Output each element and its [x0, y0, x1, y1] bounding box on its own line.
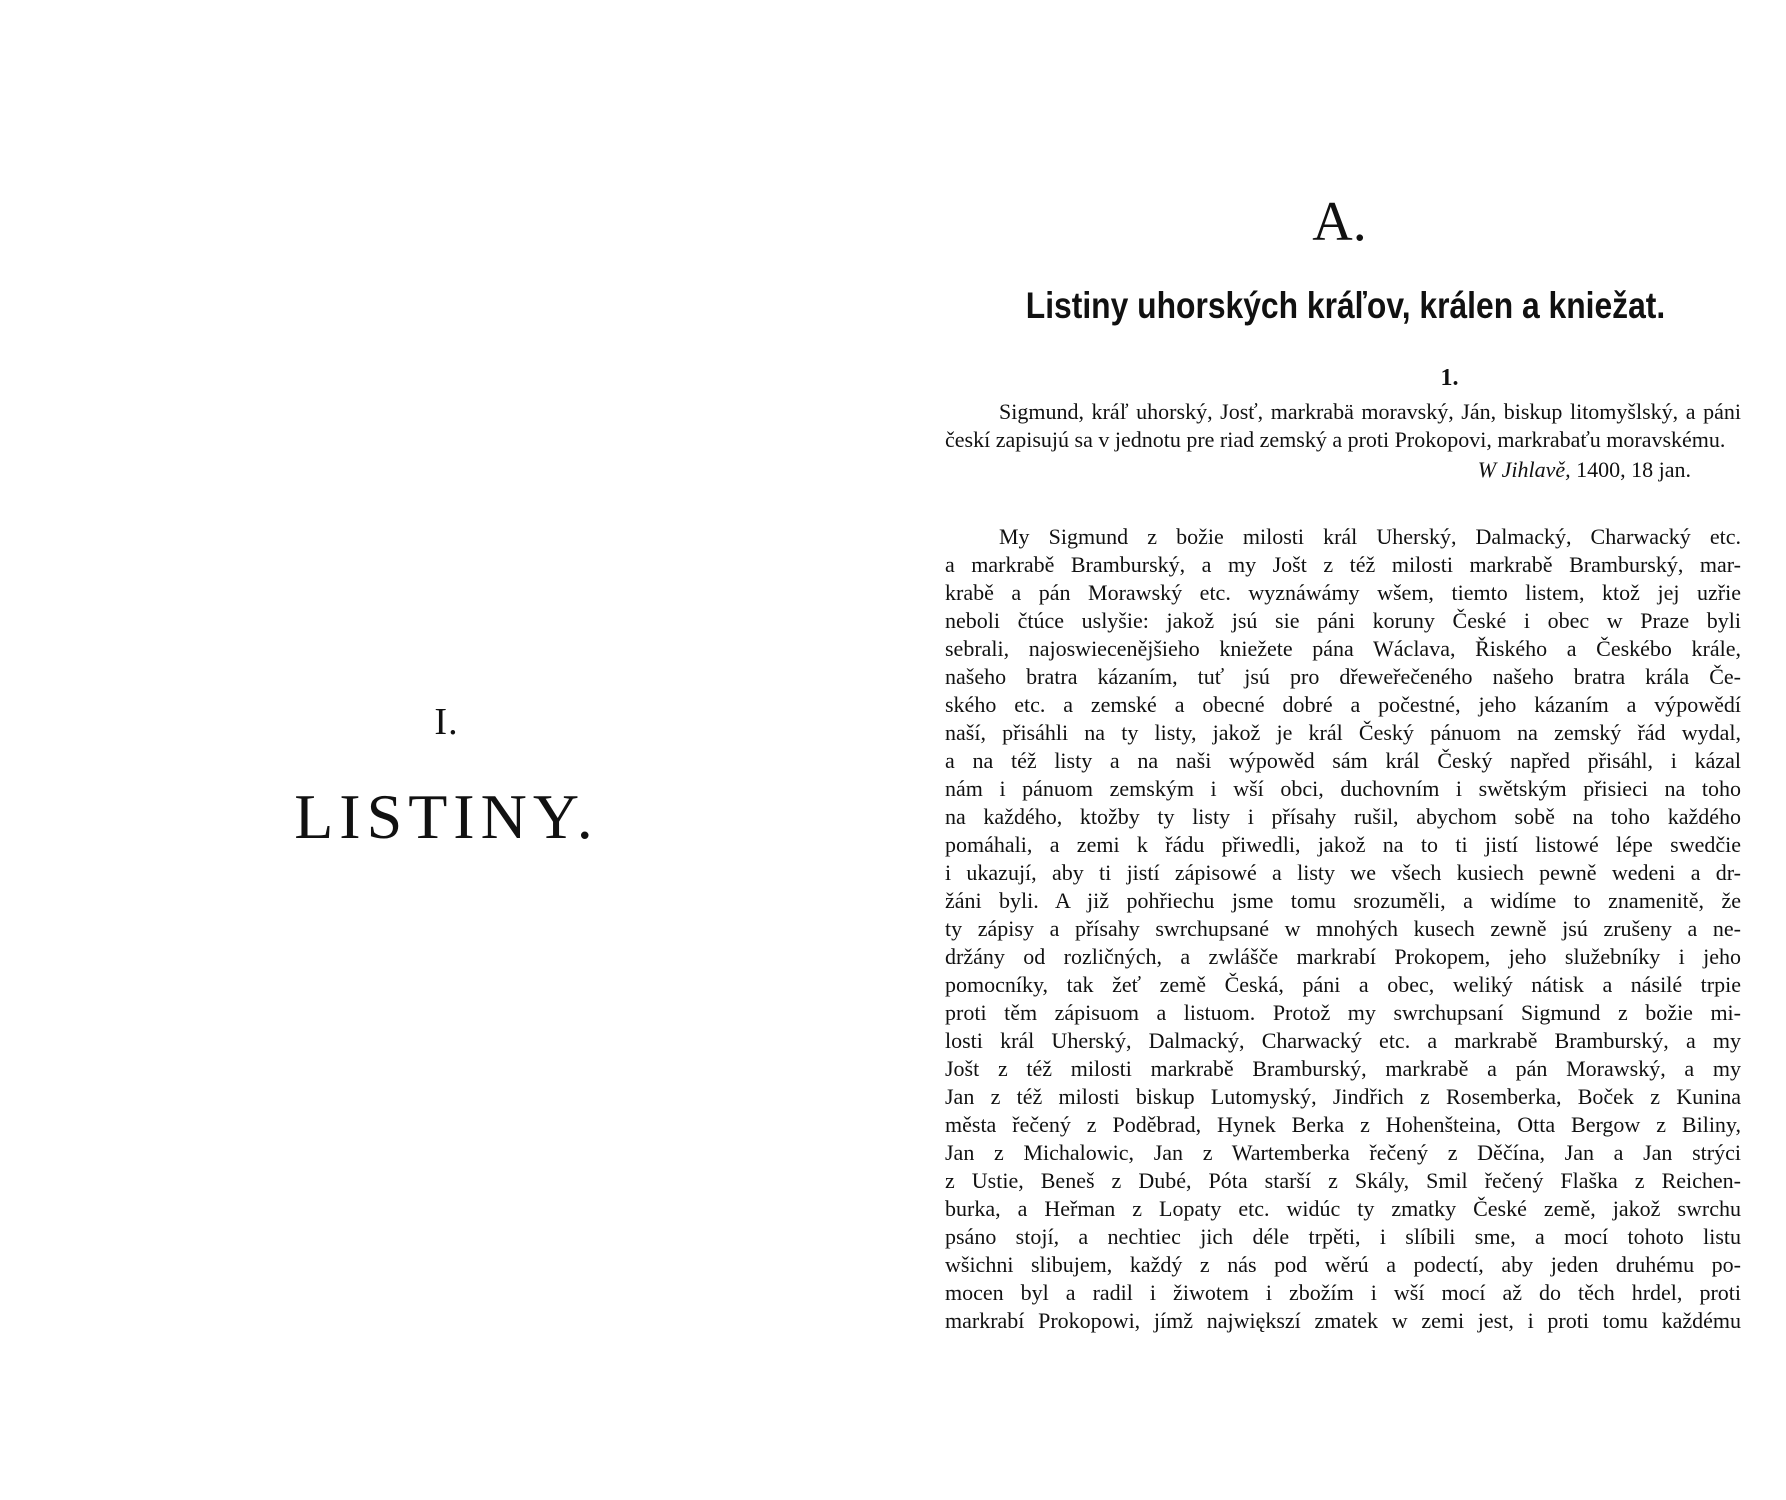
place: W Jihlavě, — [1477, 457, 1571, 482]
body-line: proti těm zápisuom a listuom. Protož my swrchupsaní Sigmund z božie mi- — [945, 1000, 1741, 1025]
body-line: krabě a pán Morawský etc. wyznáwámy wšem, tiemto listem, ktož jej uzřie — [945, 580, 1741, 605]
body-line: města řečený z Poděbrad, Hynek Berka z Hohenšteina, Otta Bergow z Biliny, — [945, 1112, 1741, 1137]
part-title: LISTINY. — [294, 781, 599, 852]
document-number: 1. — [1440, 365, 1459, 391]
right-page — [893, 0, 1786, 1500]
body-line: našeho bratra kázaním, tuť jsú pro dřeweřečeného našeho bratra krála Če- — [945, 664, 1741, 689]
body-line: Jan z Michalowic, Jan z Wartemberka řečený z Děčína, Jan a Jan strýci — [945, 1140, 1741, 1165]
section-title: Listiny uhorských kráľov, králen a kniežat. — [1025, 285, 1666, 326]
body-line: pomocníky, tak žeť země Česká, páni a obec, weliký nátisk a násilé trpie — [945, 972, 1741, 997]
body-line: ského etc. a zemské a obecné dobré a počestné, jeho kázaním a výpowědí — [945, 692, 1741, 717]
body-line: markrabí Prokopowi, jímž największí zmatek w zemi jest, i proti tomu každému — [945, 1308, 1741, 1333]
body-line: naší, přisáhli na ty listy, jakož je král Český pánuom na zemský řád wydal, — [945, 720, 1741, 745]
body-line: na každého, ktožby ty listy i přísahy rušil, abychom sobě na toho každého — [945, 804, 1741, 829]
body-line: mocen byl a radil i žiwotem i zbožím i wší mocí až do těch hrdel, proti — [945, 1280, 1741, 1305]
section-letter: A. — [1312, 191, 1367, 253]
body-line: wšichni slibujem, každý z nás pod wěrú a podectí, aby jeden druhému po- — [945, 1252, 1741, 1277]
regest — [945, 398, 1741, 484]
document-body — [945, 523, 1741, 1335]
body-line: nám i pánuom zemským i wší obci, duchovním i swětským přisieci na toho — [945, 776, 1741, 801]
body-line: burka, a Heřman z Lopaty etc. widúc ty zmatky České země, jakož swrchu — [945, 1196, 1741, 1221]
part-numeral: I. — [434, 701, 459, 743]
body-line: i ukazují, aby ti jistí zápisowé a listy we všech kusiech pewně wedeni a dr- — [945, 860, 1741, 885]
body-line: z Ustie, Beneš z Dubé, Póta starší z Skály, Smil řečený Flaška z Reichen- — [945, 1168, 1741, 1193]
body-line: a na též listy a na naši wýpowěd sám král Český napřed přisáhl, i kázal — [945, 748, 1741, 773]
regest-text: Sigmund, kráľ uhorský, Josť, markrabä moravský, Ján, biskup litomyšlský, a páni českí zapisujú sa v jednotu pre riad zemský a proti Prokopovi, markrabaťu moravskému. — [945, 399, 1741, 452]
body-line: a markrabě Bramburský, a my Jošt z též milosti markrabě Bramburský, mar- — [945, 552, 1741, 577]
body-line: My Sigmund z božie milosti král Uherský, Dalmacký, Charwacký etc. — [999, 524, 1741, 549]
body-line: Jan z též milosti biskup Lutomyský, Jindřich z Rosemberka, Boček z Kunina — [945, 1084, 1741, 1109]
body-line: pomáhali, a zemi k řádu přiwedli, jakož na to ti jistí listowé lépe swedčie — [945, 832, 1741, 857]
date: 1400, 18 jan. — [1576, 457, 1691, 482]
body-line: sebrali, najoswiecenějšieho kniežete pána Wáclava, Řiského a Českébo krále, — [945, 636, 1741, 661]
body-line: ty zápisy a přísahy swrchupsané w mnohých kusech zewně jsú zrušeny a ne- — [945, 916, 1741, 941]
place-date — [945, 456, 1741, 484]
body-line: neboli čtúce uslyšie: jakož jsú sie páni koruny České i obec w Praze byli — [945, 608, 1741, 633]
body-line: držány od rozličných, a zwlášče markrabí Prokopem, jeho služebníky i jeho — [945, 944, 1741, 969]
body-line: žáni byli. A již pohřiechu jsme tomu srozuměli, a widíme to znamenitě, že — [945, 888, 1741, 913]
body-line: psáno stojí, a nechtiec jich déle trpěti, i slíbili sme, a mocí tohoto listu — [945, 1224, 1741, 1249]
body-line: losti král Uherský, Dalmacký, Charwacký etc. a markrabě Bramburský, a my — [945, 1028, 1741, 1053]
body-line: Jošt z též milosti markrabě Bramburský, markrabě a pán Morawský, a my — [945, 1056, 1741, 1081]
